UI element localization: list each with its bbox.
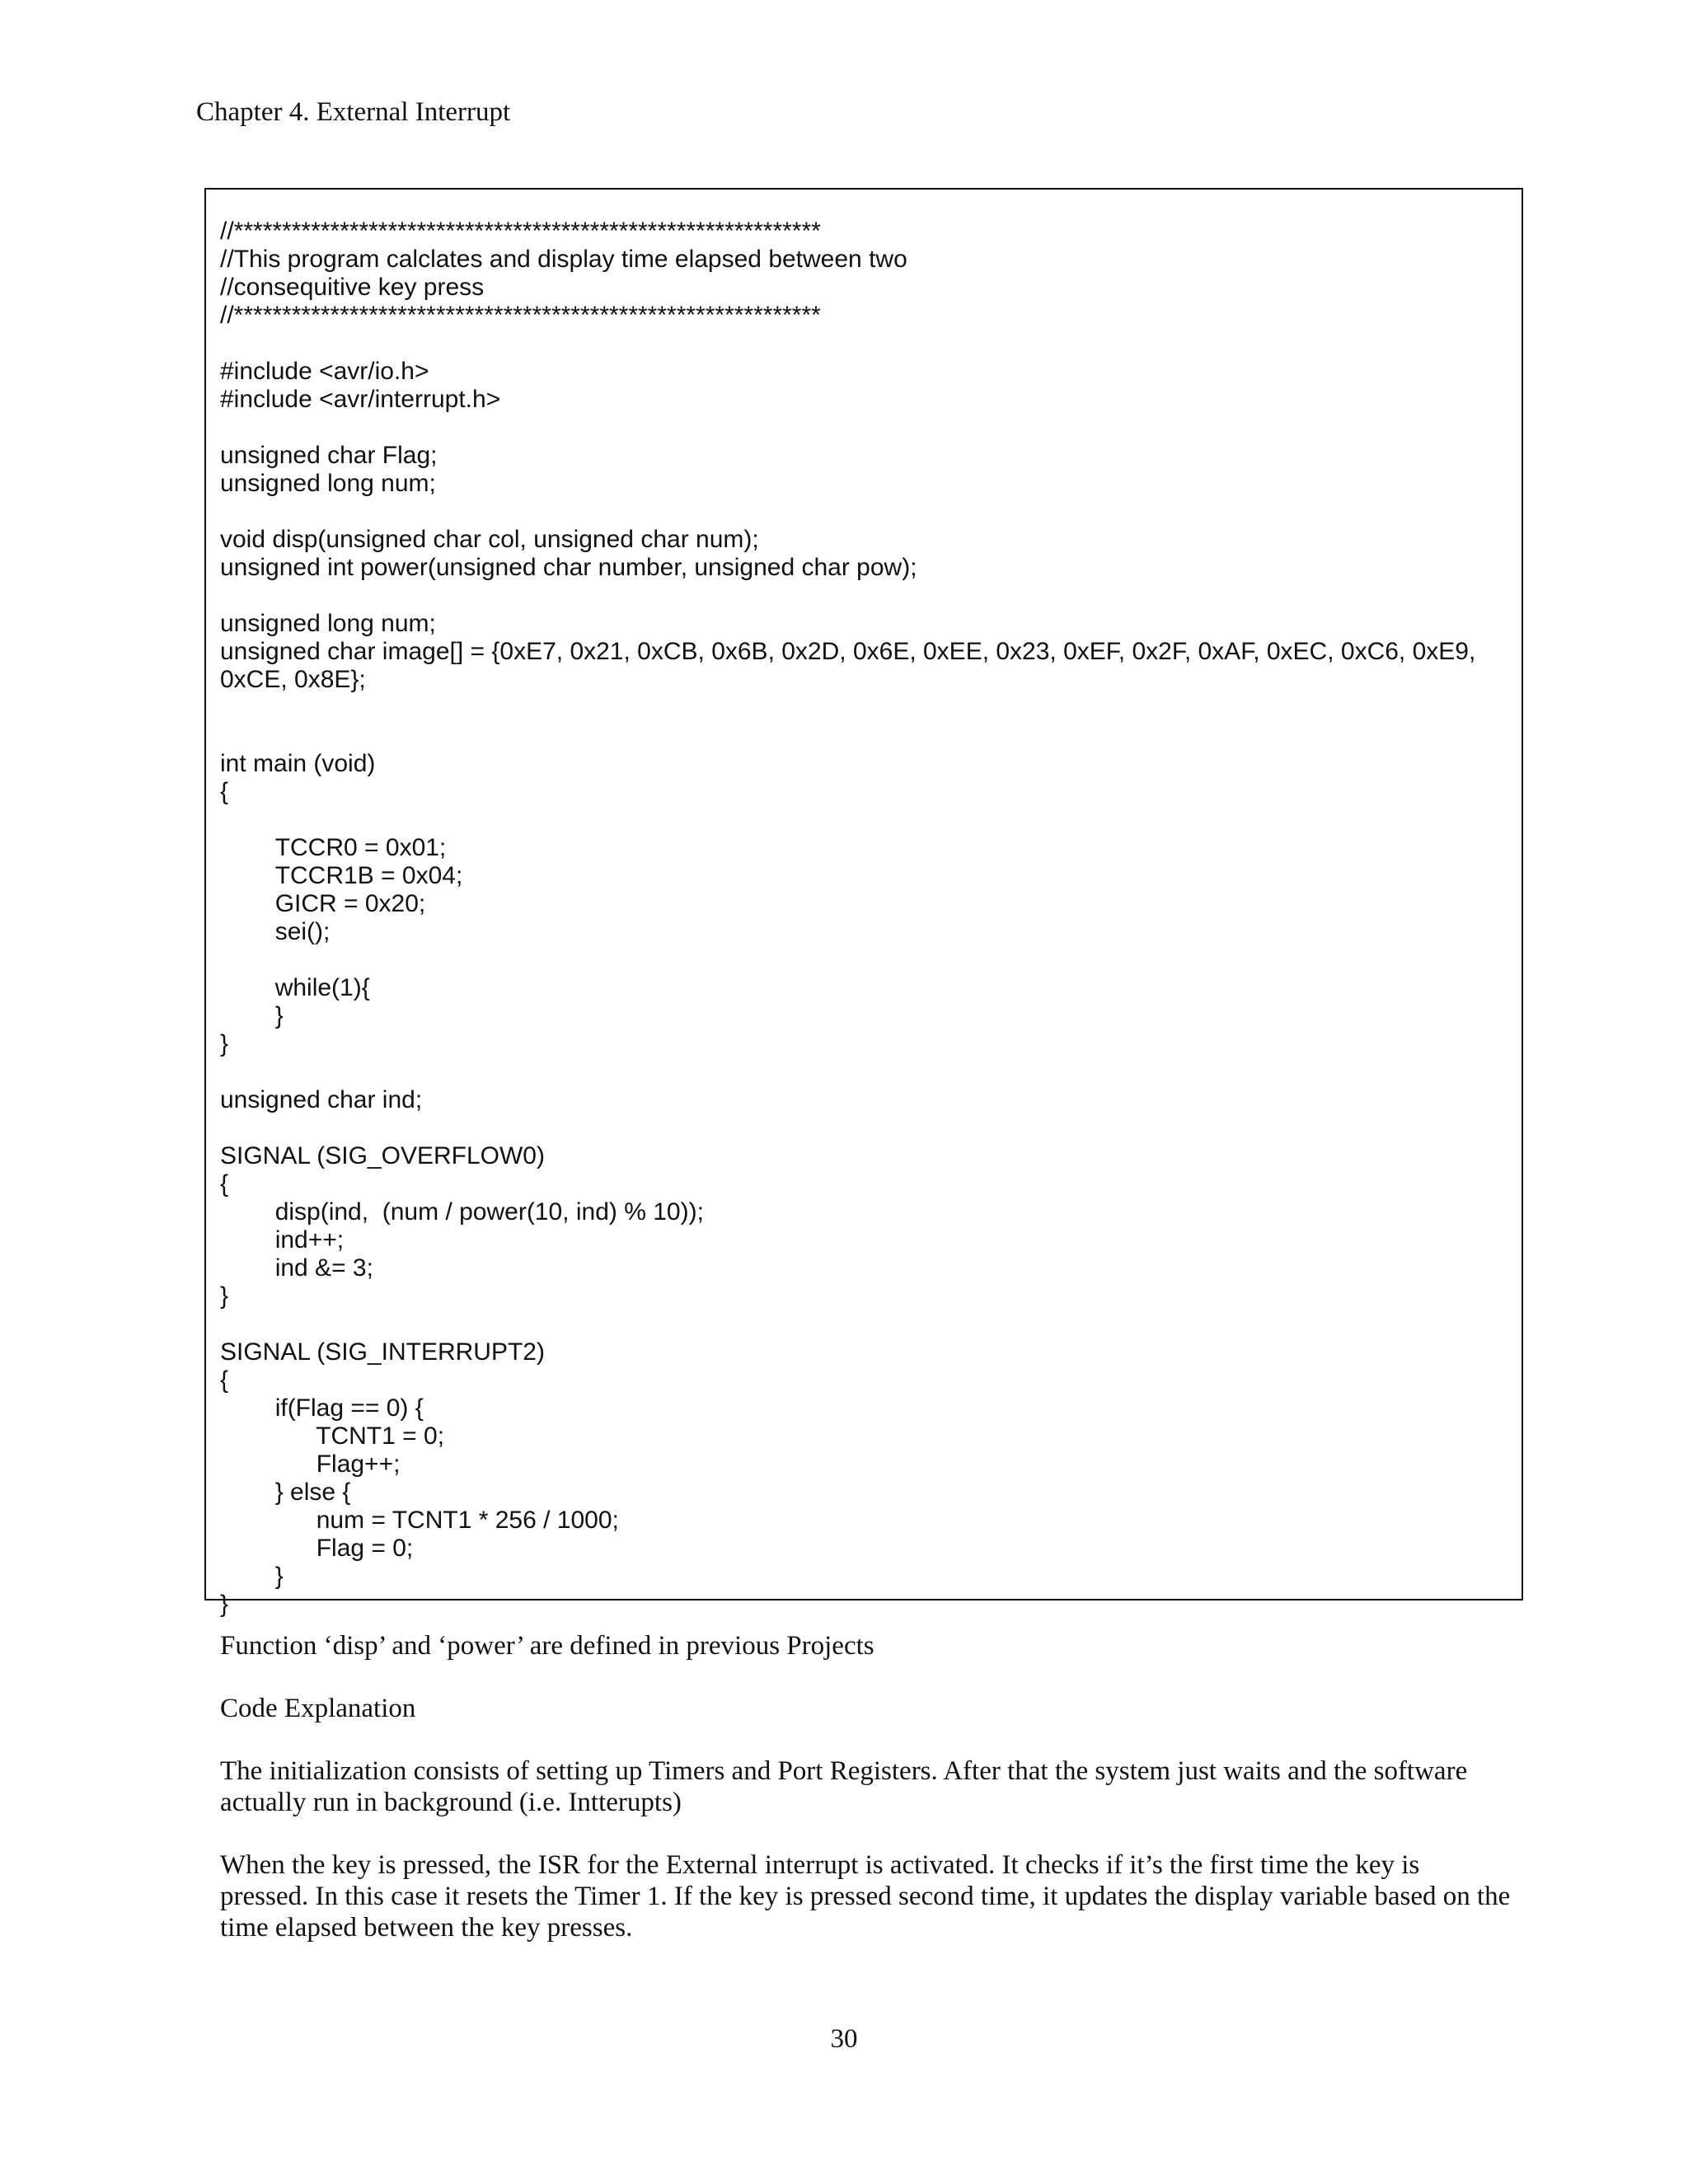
code-line — [220, 582, 1475, 610]
code-line: #include <avr/io.h> — [220, 358, 429, 385]
code-line: ind++; — [220, 1226, 345, 1254]
code-line — [220, 722, 1475, 750]
code-line: unsigned char Flag; — [220, 442, 438, 469]
code-line: #include <avr/interrupt.h> — [220, 386, 501, 413]
section-heading: Code Explanation — [220, 1694, 416, 1723]
code-line: SIGNAL (SIG_INTERRUPT2) — [220, 1338, 545, 1366]
code-line: { — [220, 1366, 229, 1394]
code-line: num = TCNT1 * 256 / 1000; — [220, 1507, 619, 1534]
code-line: } else { — [220, 1479, 351, 1506]
code-line: unsigned long num; — [220, 610, 436, 637]
code-line: //consequitive key press — [220, 274, 485, 301]
code-line: GICR = 0x20; — [220, 890, 426, 917]
code-line: Flag = 0; — [220, 1535, 414, 1562]
code-line — [220, 946, 1475, 974]
code-line — [220, 330, 1475, 358]
explanation-paragraph-2: When the key is pressed, the ISR for the External interrupt is activated. It checks if it’s the first time the key is pressed. In this case it resets the Timer 1. If the key is pressed second time, it updates the display variable based on the time elapsed between the key presses. — [220, 1850, 1511, 1943]
code-line: Flag++; — [220, 1451, 401, 1478]
code-line: unsigned long num; — [220, 470, 436, 497]
code-line: //************************************************************* — [220, 218, 821, 245]
code-line — [220, 694, 1475, 722]
code-line: } — [220, 1002, 284, 1029]
code-listing — [220, 218, 1475, 1619]
code-line: unsigned char ind; — [220, 1086, 423, 1113]
code-line: unsigned int power(unsigned char number, unsigned char pow); — [220, 554, 917, 581]
page-number: 30 — [830, 2024, 858, 2054]
code-line: int main (void) — [220, 750, 376, 777]
code-line: SIGNAL (SIG_OVERFLOW0) — [220, 1142, 545, 1169]
code-line: disp(ind, (num / power(10, ind) % 10)); — [220, 1198, 704, 1226]
code-line: { — [220, 778, 229, 805]
explanation-paragraph-1: The initialization consists of setting up Timers and Port Registers. After that the system just waits and the software actually run in background (i.e. Intterupts) — [220, 1756, 1468, 1817]
code-line — [220, 498, 1475, 526]
code-line: //This program calclates and display time elapsed between two — [220, 246, 907, 273]
code-line: TCNT1 = 0; — [220, 1422, 445, 1450]
functions-note: Function ‘disp’ and ‘power’ are defined in previous Projects — [220, 1631, 874, 1661]
code-line — [220, 1058, 1475, 1086]
code-line: TCCR1B = 0x04; — [220, 862, 463, 889]
code-line: void disp(unsigned char col, unsigned char num); — [220, 526, 759, 553]
code-line: } — [220, 1030, 229, 1057]
code-line: if(Flag == 0) { — [220, 1394, 424, 1422]
chapter-header: Chapter 4. External Interrupt — [196, 97, 511, 127]
code-line — [220, 1114, 1475, 1142]
code-line — [220, 806, 1475, 834]
code-line: { — [220, 1170, 229, 1197]
code-line — [220, 414, 1475, 442]
code-line: TCCR0 = 0x01; — [220, 834, 447, 861]
code-line: } — [220, 1282, 229, 1310]
code-line: ind &= 3; — [220, 1254, 373, 1282]
code-line: while(1){ — [220, 974, 370, 1001]
code-line: } — [220, 1591, 229, 1618]
code-line: unsigned char image[] = {0xE7, 0x21, 0xCB, 0x6B, 0x2D, 0x6E, 0xEE, 0x23, 0xEF, 0x2F, 0xAF, 0xEC, 0xC6, 0xE9, — [220, 638, 1476, 665]
code-line: //************************************************************* — [220, 302, 821, 329]
code-line: } — [220, 1563, 284, 1590]
code-line — [220, 1310, 1475, 1338]
code-line: 0xCE, 0x8E}; — [220, 666, 366, 693]
code-line: sei(); — [220, 918, 331, 945]
